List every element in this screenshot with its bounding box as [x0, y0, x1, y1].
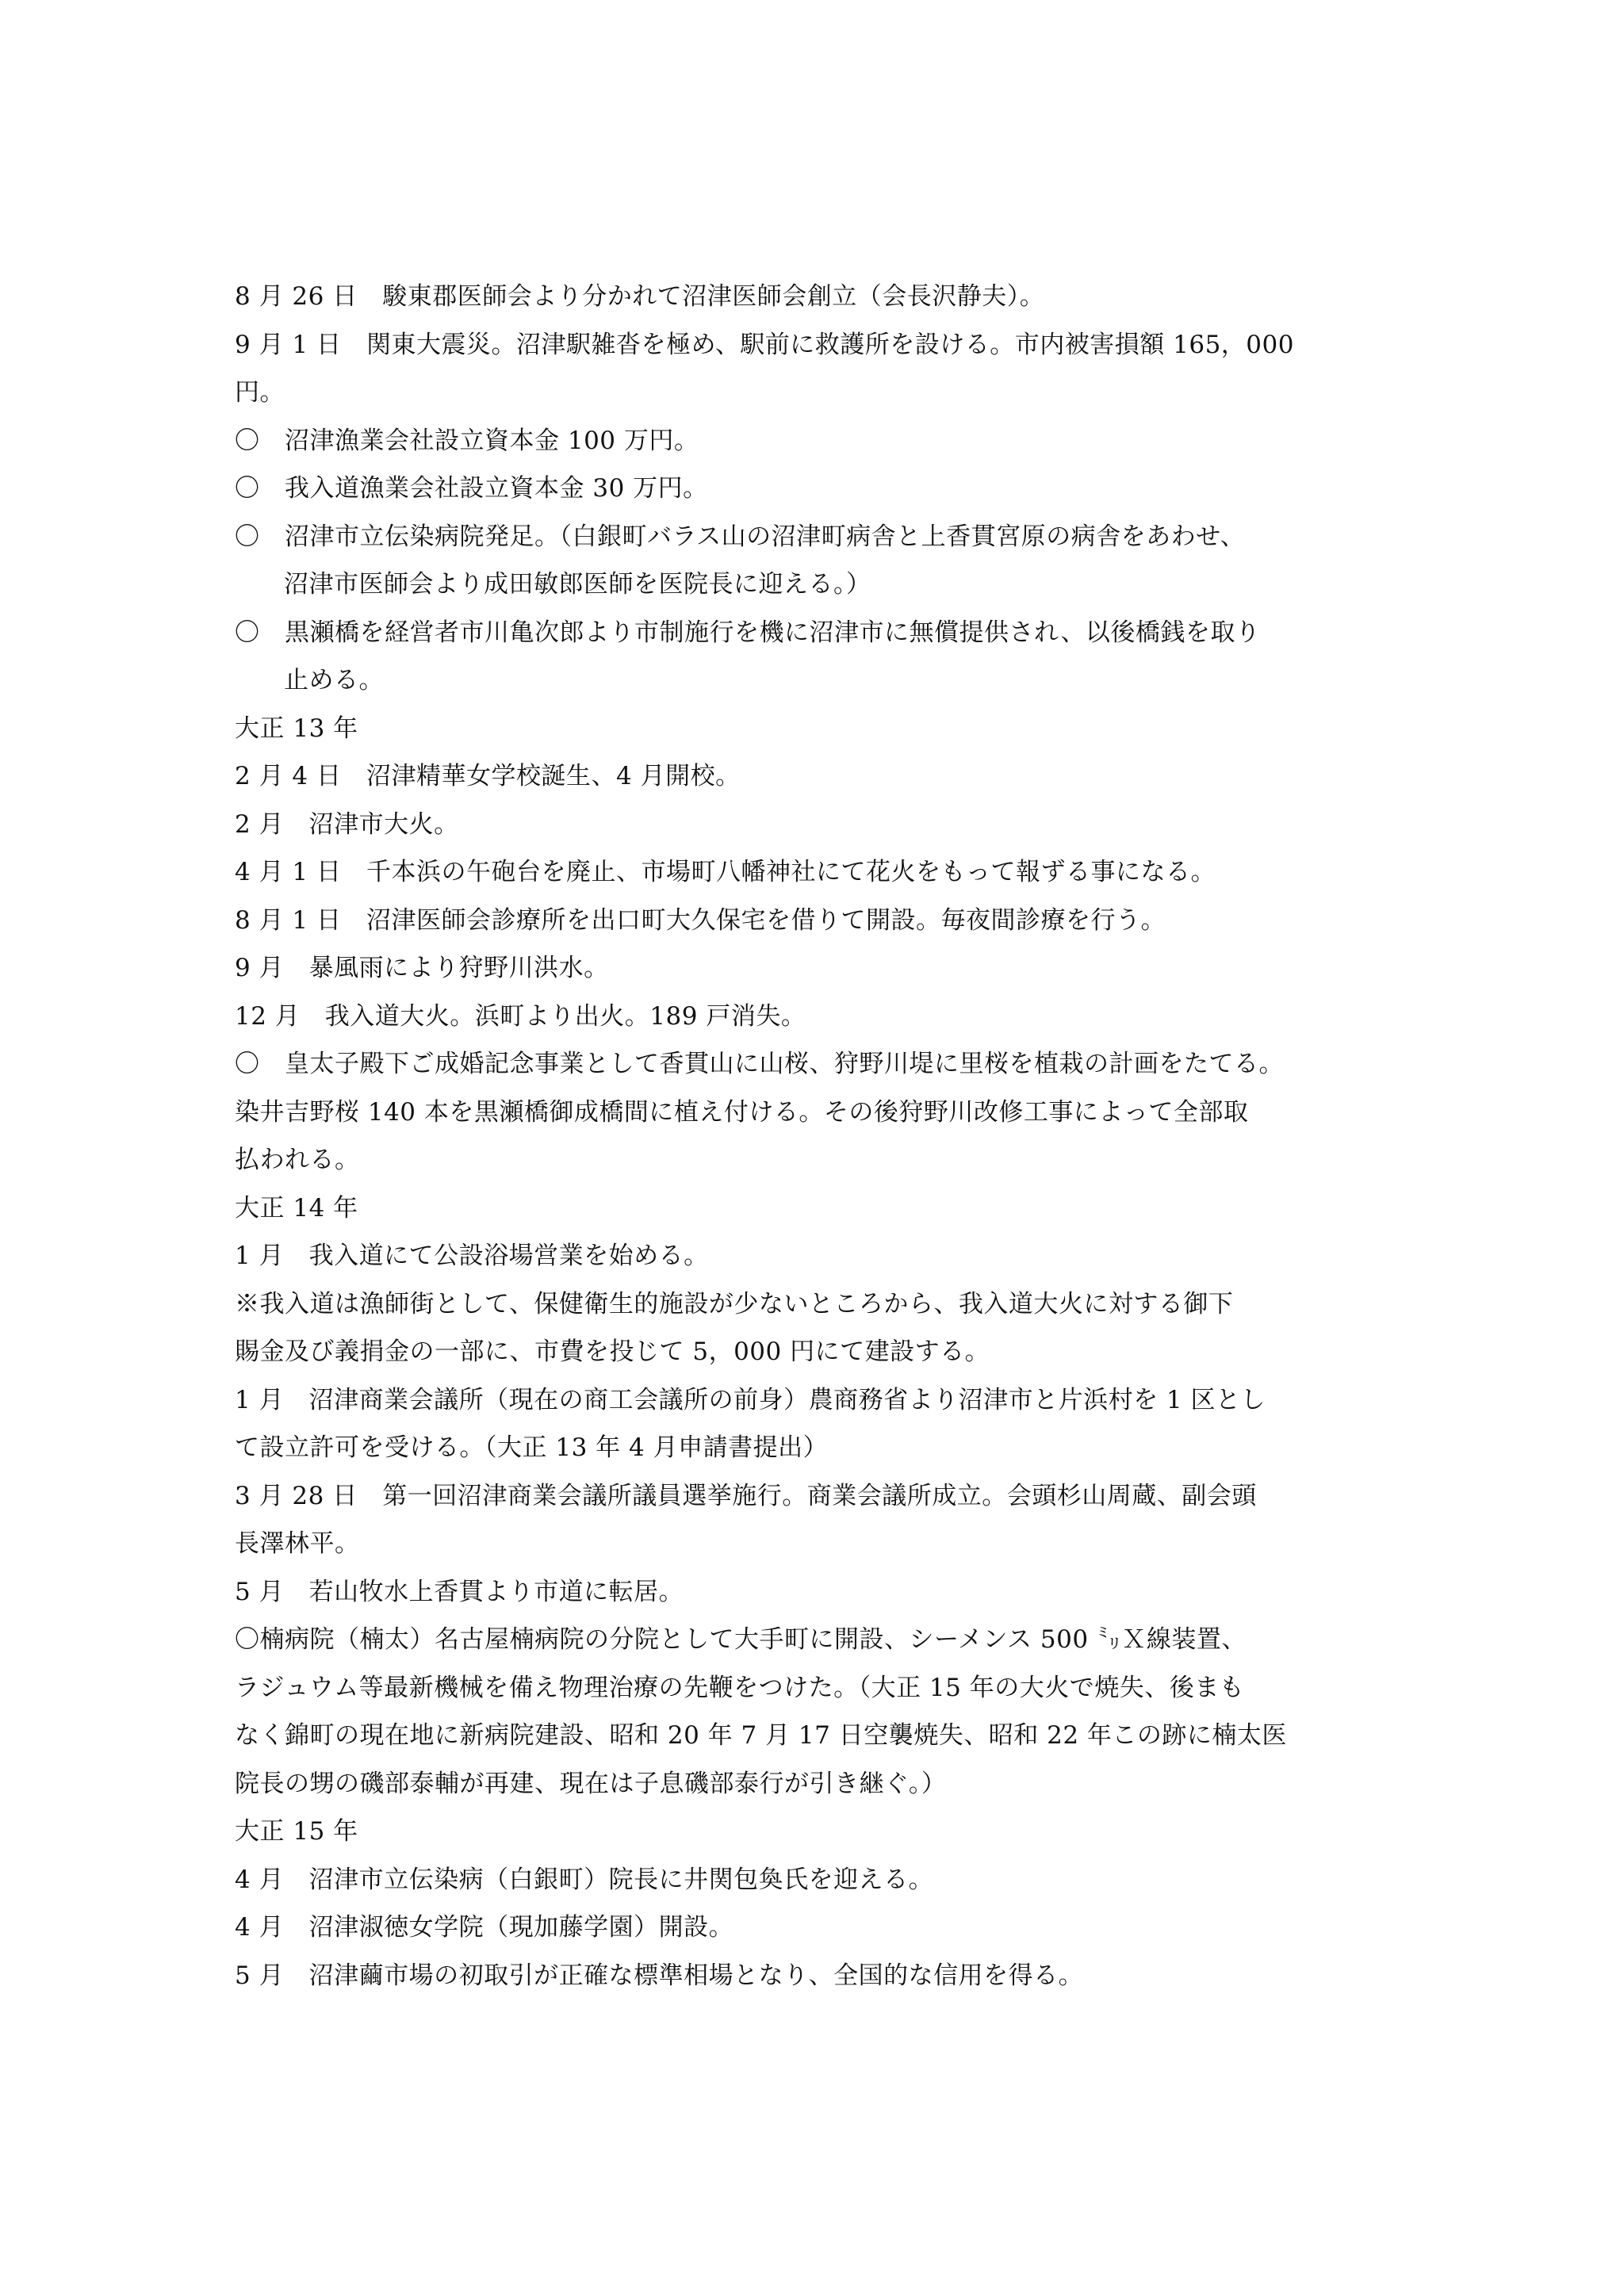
entry-line: 〇 沼津市立伝染病院発足。（白銀町バラス山の沼津町病舎と上香貫宮原の病舎をあわせ、 — [235, 522, 1246, 551]
entry-line: 4 月 沼津市立伝染病（白銀町）院長に井関包奐氏を迎える。 — [235, 1865, 934, 1894]
entry-line: 2 月 沼津市大火。 — [235, 809, 459, 839]
entry-line: て設立許可を受ける。（大正 13 年 4 月申請書提出） — [235, 1433, 829, 1462]
entry-line-continuation: 止める。 — [284, 666, 384, 695]
entry-line: 3 月 28 日 第一回沼津商業会議所議員選挙施行。商業会議所成立。会頭杉山周蔵、副会頭 — [235, 1481, 1257, 1510]
entry-line: 8 月 26 日 駿東郡医師会より分かれて沼津医師会創立（会長沢静夫）。 — [235, 282, 1045, 311]
entry-line: 〇 皇太子殿下ご成婚記念事業として香貫山に山桜、狩野川堤に里桜を植栽の計画をたてる。 — [235, 1050, 1284, 1078]
entry-line: 染井吉野桜 140 本を黒瀬橋御成橋間に植え付ける。その後狩野川改修工事によって全部取 — [235, 1097, 1249, 1127]
entry-line: 〇楠病院（楠太）名古屋楠病院の分院として大手町に開設、シーメンス 500 ㍉Ｘ線装置、 — [235, 1625, 1247, 1654]
entry-line: 長澤林平。 — [235, 1529, 360, 1558]
entry-line: 払われる。 — [235, 1146, 360, 1174]
entry-line: 4 月 沼津淑徳女学院（現加藤学園）開設。 — [235, 1913, 734, 1942]
entry-line: ラジュウム等最新機械を備え物理治療の先鞭をつけた。（大正 15 年の大火で焼失、後まも — [235, 1673, 1245, 1702]
entry-line: 賜金及び義捐金の一部に、市費を投じて 5，000 円にて建設する。 — [235, 1337, 990, 1366]
entry-line: 2 月 4 日 沼津精華女学校誕生、4 月開校。 — [235, 762, 741, 790]
entry-line: 円。 — [235, 378, 285, 407]
entry-line: 9 月 1 日 関東大震災。沼津駅雑沓を極め、駅前に救護所を設ける。市内被害損額 165，000 — [235, 330, 1294, 359]
document-body — [235, 273, 1400, 1999]
entry-line: 8 月 1 日 沼津医師会診療所を出口町大久保宅を借りて開設。毎夜間診療を行う。 — [235, 905, 1166, 935]
entry-line: ※我入道は漁師街として、保健衛生的施設が少ないところから、我入道大火に対する御下 — [235, 1289, 1234, 1318]
entry-line: 1 月 我入道にて公設浴場営業を始める。 — [235, 1242, 709, 1270]
entry-line-continuation: 沼津市医師会より成田敏郎医師を医院長に迎える。） — [284, 570, 871, 599]
entry-line: 9 月 暴風雨により狩野川洪水。 — [235, 954, 609, 982]
entry-line: 4 月 1 日 千本浜の午砲台を廃止、市場町八幡神社にて花火をもって報ずる事になる。 — [235, 858, 1216, 886]
entry-line: なく錦町の現在地に新病院建設、昭和 20 年 7 月 17 日空襲焼失、昭和 22 年この跡に楠太医 — [235, 1721, 1287, 1750]
entry-line: 5 月 沼津繭市場の初取引が正確な標準相場となり、全国的な信用を得る。 — [235, 1961, 1084, 1990]
entry-line: 5 月 若山牧水上香貫より市道に転居。 — [235, 1577, 684, 1606]
entry-line: 〇 沼津漁業会社設立資本金 100 万円。 — [235, 426, 699, 455]
entry-line: 院長の甥の磯部泰輔が再建、現在は子息磯部泰行が引き継ぐ。） — [235, 1769, 947, 1798]
entry-line: 12 月 我入道大火。浜町より出火。189 戸消失。 — [235, 1001, 806, 1031]
year-heading: 大正 15 年 — [235, 1817, 358, 1846]
entry-line: 〇 我入道漁業会社設立資本金 30 万円。 — [235, 474, 708, 503]
year-heading: 大正 14 年 — [235, 1193, 358, 1223]
entry-line: 1 月 沼津商業会議所（現在の商工会議所の前身）農商務省より沼津市と片浜村を 1 区とし — [235, 1385, 1266, 1414]
entry-line: 〇 黒瀬橋を経営者市川亀次郎より市制施行を機に沼津市に無償提供され、以後橋銭を取り — [235, 618, 1261, 647]
year-heading: 大正 13 年 — [235, 714, 358, 743]
